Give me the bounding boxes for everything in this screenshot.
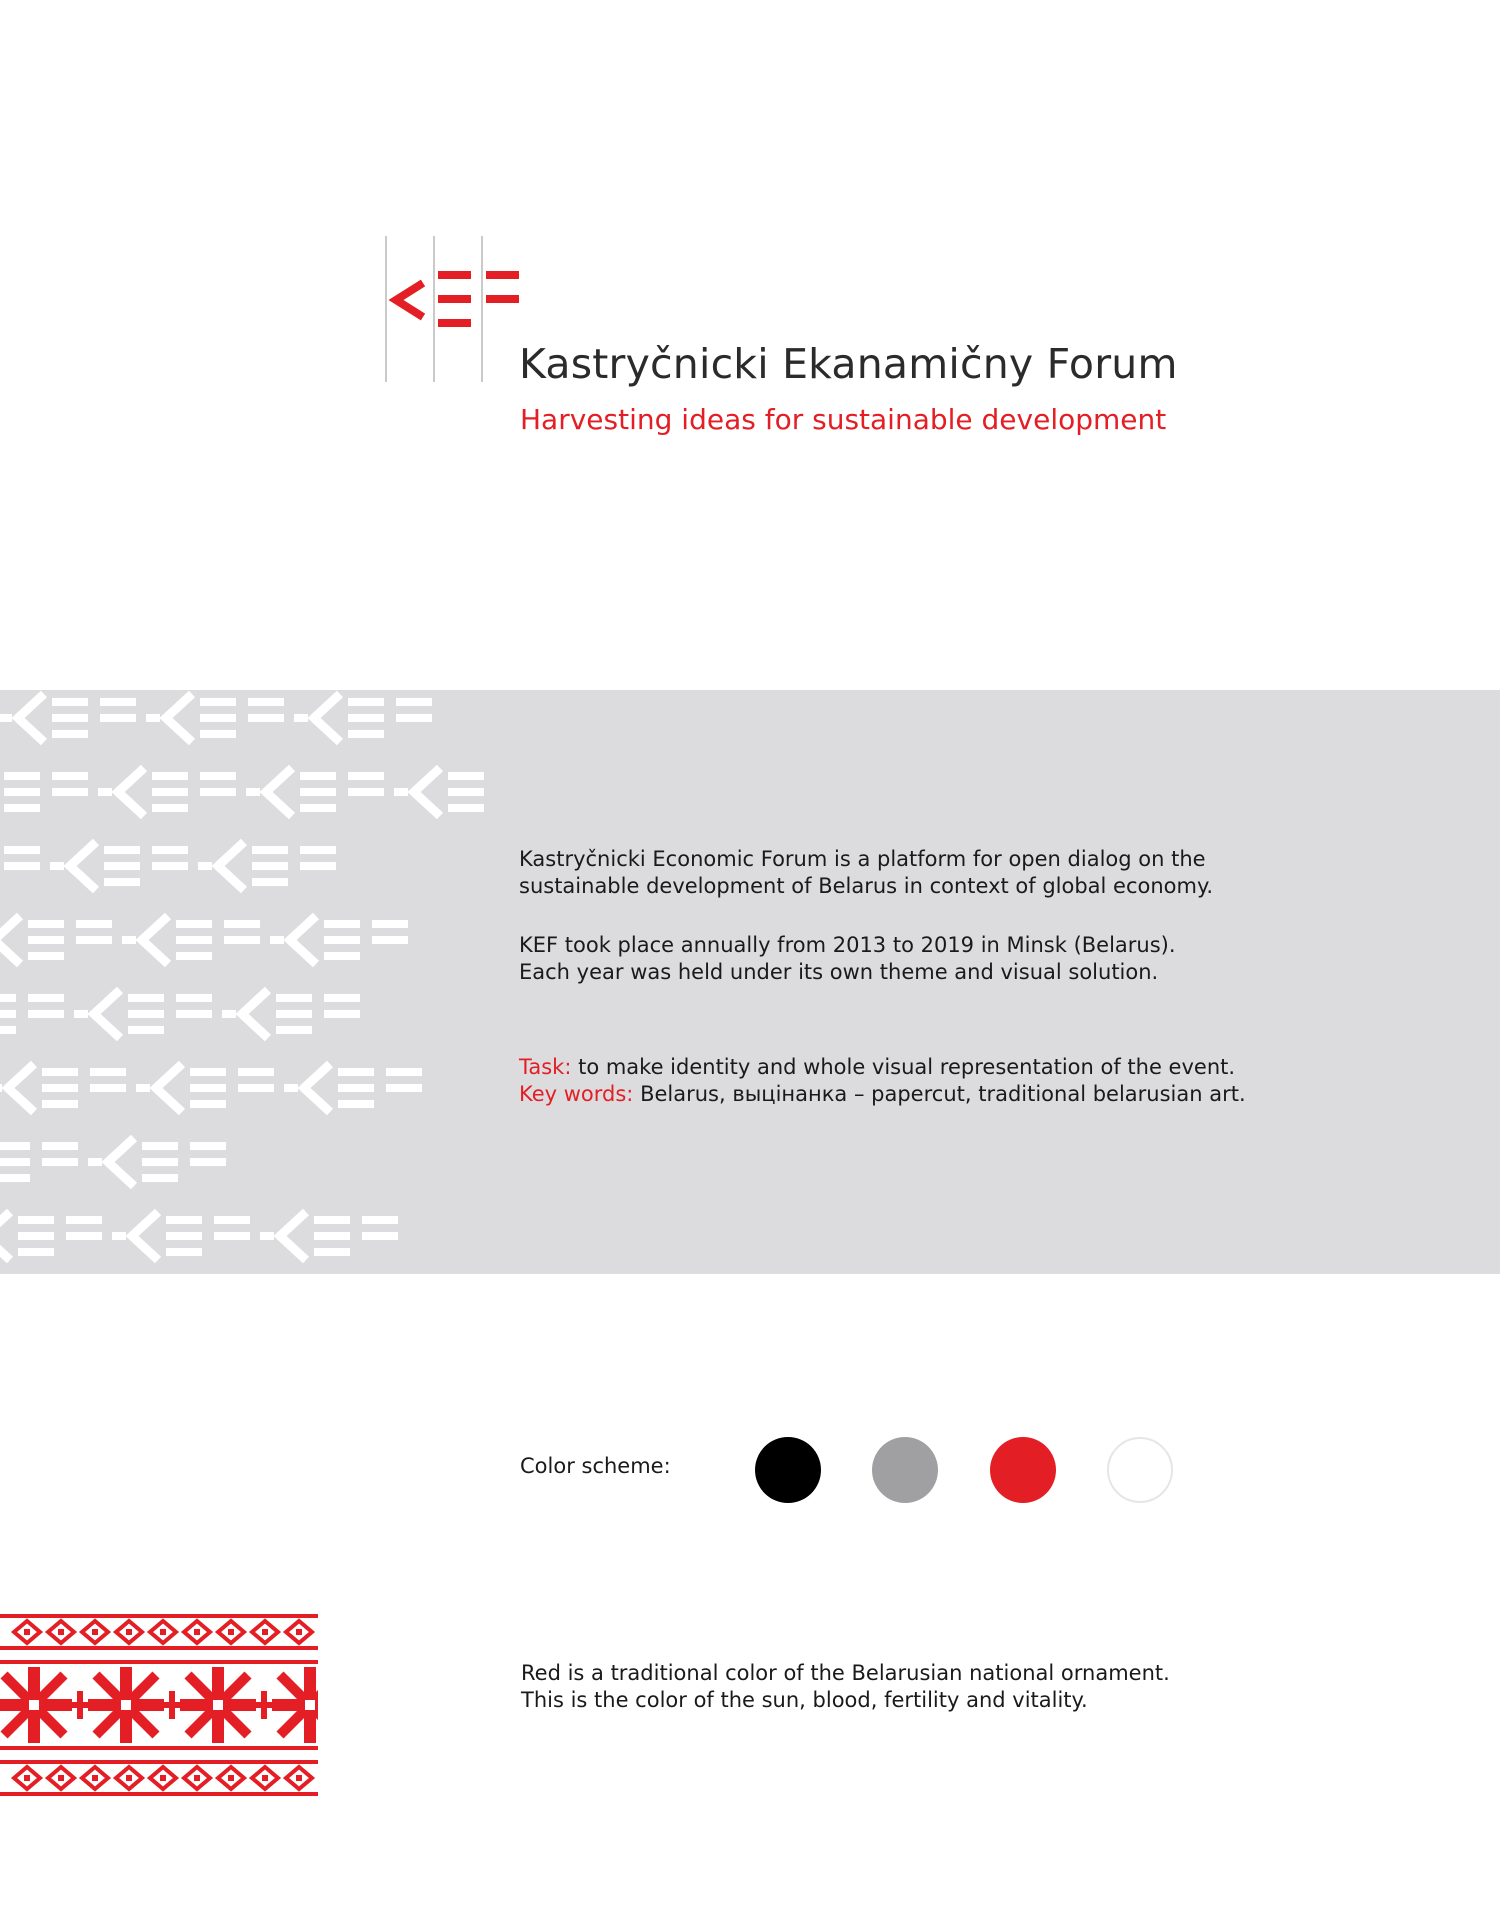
intro-band xyxy=(0,690,1500,1274)
note-line: Red is a traditional color of the Belarusian national ornament. xyxy=(521,1661,1170,1685)
belarusian-ornament-icon xyxy=(0,1612,318,1798)
history-line: Each year was held under its own theme and visual solution. xyxy=(519,960,1159,984)
color-swatch-white xyxy=(1107,1437,1173,1503)
about-text xyxy=(519,846,1213,900)
keywords-label: Key words: xyxy=(519,1082,634,1106)
kef-pattern-icon xyxy=(0,690,490,1274)
color-scheme-label: Color scheme: xyxy=(520,1454,671,1478)
task-label: Task: xyxy=(519,1055,572,1079)
red-color-note xyxy=(521,1660,1170,1714)
about-line: Kastryčnicki Economic Forum is a platform for open dialog on the xyxy=(519,847,1206,871)
keywords-text: Belarus, выцінанка – papercut, traditional belarusian art. xyxy=(633,1082,1246,1106)
note-line: This is the color of the sun, blood, fertility and vitality. xyxy=(521,1688,1088,1712)
color-swatch-red xyxy=(990,1437,1056,1503)
about-line: sustainable development of Belarus in context of global economy. xyxy=(519,874,1214,898)
history-line: KEF took place annually from 2013 to 2019 in Minsk (Belarus). xyxy=(519,933,1176,957)
task-block xyxy=(519,1054,1246,1108)
color-swatch-grey xyxy=(872,1437,938,1503)
brand-tagline: Harvesting ideas for sustainable development xyxy=(520,403,1167,436)
history-text xyxy=(519,932,1176,986)
task-text: to make identity and whole visual representation of the event. xyxy=(571,1055,1236,1079)
kef-logo-mark-icon xyxy=(383,236,523,382)
color-swatch-black xyxy=(755,1437,821,1503)
brand-name: Kastryčnicki Ekanamičny Forum xyxy=(519,340,1178,388)
